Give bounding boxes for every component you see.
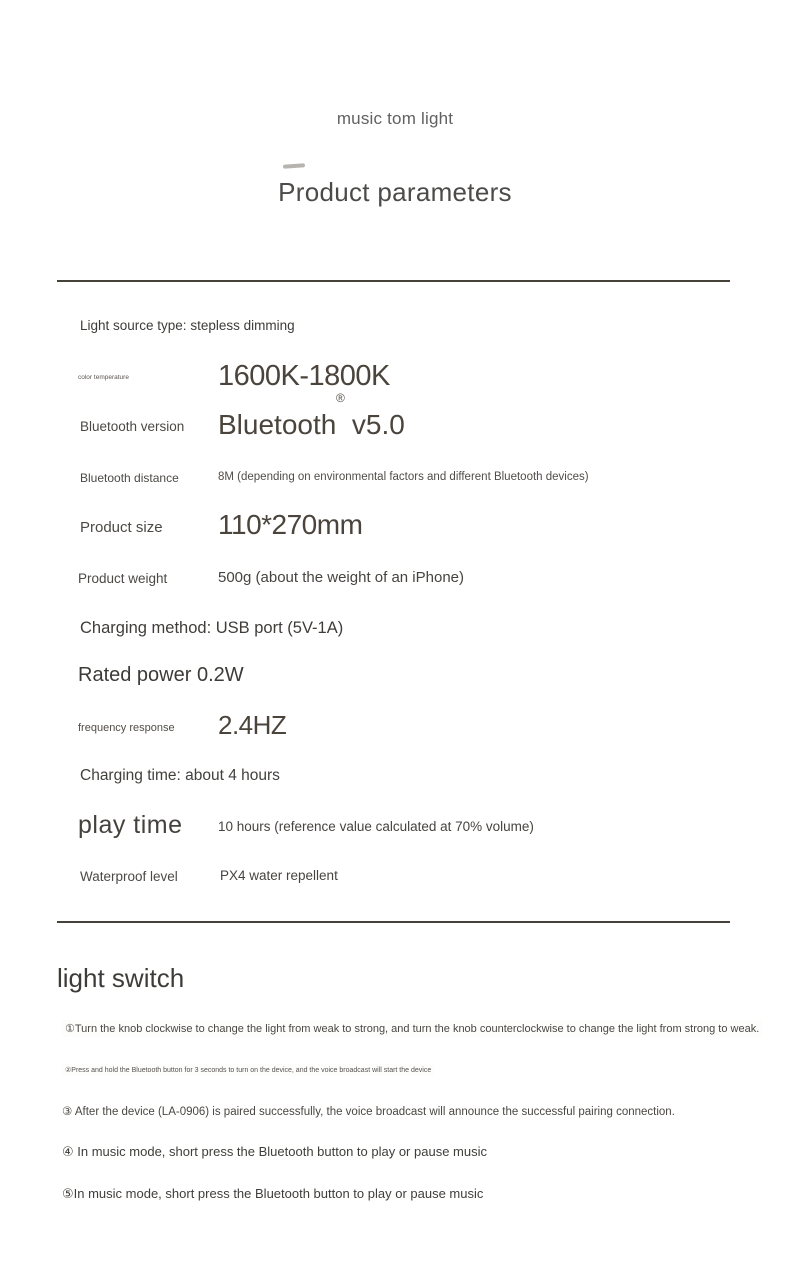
spec-charging-time: Charging time: about 4 hours: [80, 767, 280, 784]
page-title: Product parameters: [278, 177, 512, 207]
spec-frequency-response-label: frequency response: [78, 722, 175, 734]
instruction-3: ③ After the device (LA-0906) is paired successfully, the voice broadcast will announce the successful pairing connection.: [62, 1106, 675, 1118]
divider-bottom: [57, 921, 730, 923]
spec-charging-method: Charging method: USB port (5V-1A): [80, 619, 344, 637]
spec-color-temperature-value: 1600K-1800K: [218, 360, 390, 392]
spec-bluetooth-version-value: Bluetooth v5.0: [218, 409, 405, 440]
spec-waterproof-level-value: PX4 water repellent: [220, 868, 338, 883]
spec-rated-power: Rated power 0.2W: [78, 664, 244, 686]
spec-product-size-value: 110*270mm: [218, 509, 363, 540]
spec-waterproof-level-label: Waterproof level: [80, 869, 178, 884]
spec-bluetooth-distance-value: 8M (depending on environmental factors and different Bluetooth devices): [218, 471, 589, 483]
light-switch-heading: light switch: [57, 963, 185, 993]
registered-trademark-symbol: ®: [336, 391, 345, 405]
decorative-dash: [283, 163, 305, 169]
spec-light-source-type: Light source type: stepless dimming: [80, 318, 295, 333]
product-subtitle: music tom light: [336, 109, 454, 128]
spec-play-time-value: 10 hours (reference value calculated at 70% volume): [218, 819, 534, 834]
instruction-5: ⑤In music mode, short press the Bluetooth button to play or pause music: [62, 1186, 484, 1201]
instruction-2: ②Press and hold the Bluetooth button for 3 seconds to turn on the device, and the voice broadcast will start the device: [62, 1064, 434, 1076]
spec-product-size-label: Product size: [80, 519, 163, 536]
spec-product-weight-label: Product weight: [78, 571, 168, 586]
instruction-4: ④ In music mode, short press the Bluetooth button to play or pause music: [62, 1144, 487, 1159]
spec-bluetooth-distance-label: Bluetooth distance: [80, 471, 179, 485]
instruction-1: ①Turn the knob clockwise to change the light from weak to strong, and turn the knob counterclockwise to change the light from strong to weak.: [62, 1020, 762, 1037]
spec-frequency-response-value: 2.4HZ: [218, 710, 287, 740]
spec-play-time-label: play time: [78, 811, 183, 839]
spec-color-temperature-label: color temperature: [78, 374, 129, 381]
spec-product-weight-value: 500g (about the weight of an iPhone): [218, 569, 465, 586]
spec-bluetooth-version-label: Bluetooth version: [80, 419, 185, 434]
divider-top: [57, 280, 730, 282]
